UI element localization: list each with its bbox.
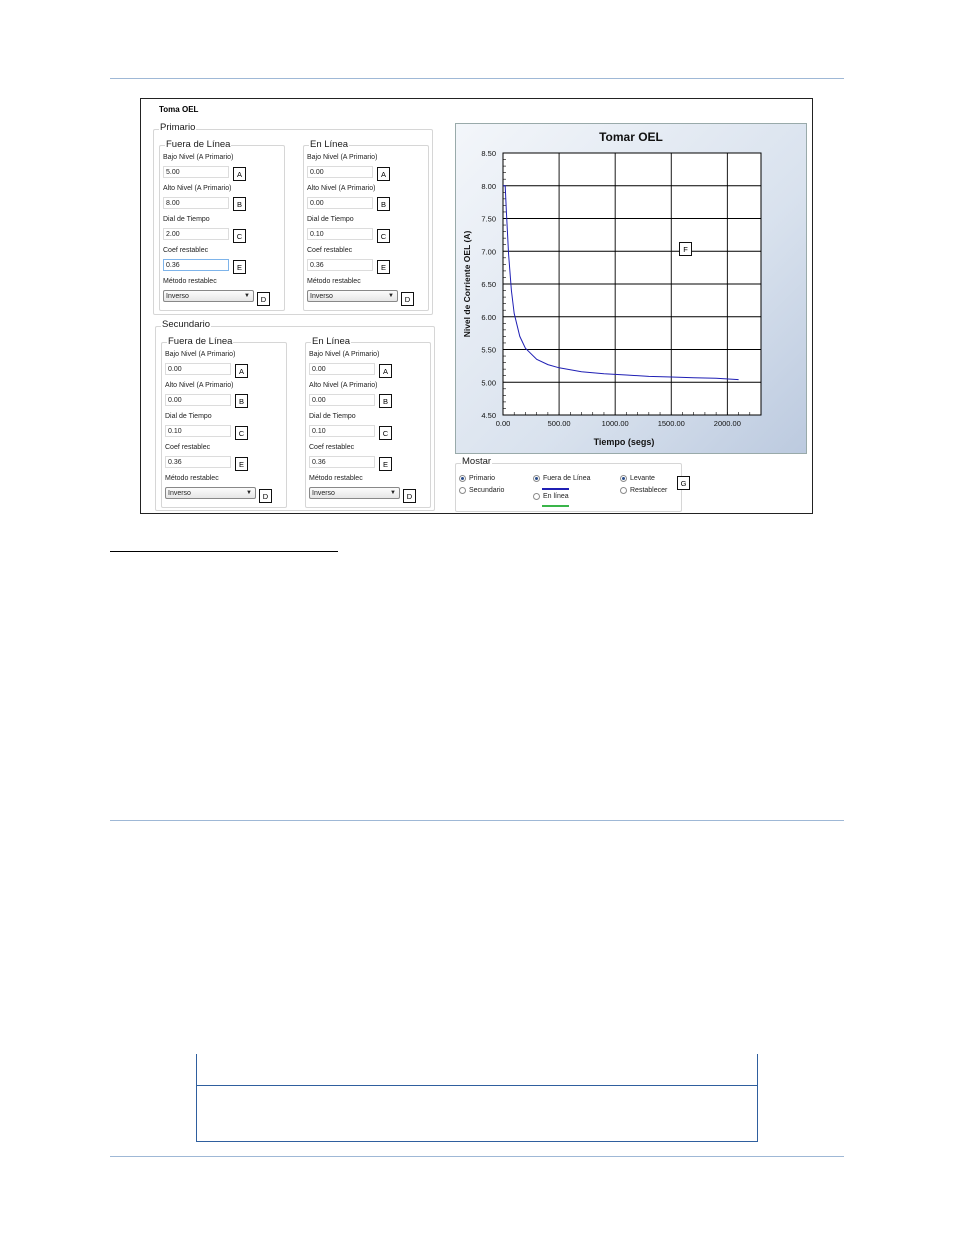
metodo-value: Inverso (166, 293, 189, 300)
tag-c: C (233, 229, 246, 243)
coef-field[interactable]: 0.36 (309, 456, 375, 468)
panel-title: En Línea (310, 139, 349, 150)
radio-checked-icon (459, 475, 466, 482)
metodo-dropdown[interactable] (165, 487, 256, 499)
tag-a: A (379, 364, 392, 378)
metodo-value: Inverso (310, 293, 333, 300)
tag-a: A (377, 167, 390, 181)
tag-b: B (235, 394, 248, 408)
alto-nivel-label: Alto Nivel (A Primario) (165, 382, 234, 389)
y-tick-label: 8.00 (481, 181, 496, 191)
metodo-label: Método restablec (165, 475, 219, 482)
y-tick-label: 4.50 (481, 411, 496, 420)
x-tick-label: 2000.00 (713, 419, 741, 428)
tag-a: A (235, 364, 248, 378)
secundario-radio[interactable] (459, 487, 504, 494)
tag-e: E (233, 260, 246, 274)
dial-label: Dial de Tiempo (163, 216, 210, 223)
dial-field[interactable]: 0.10 (307, 228, 373, 240)
primario-online-panel (303, 139, 429, 311)
y-tick-label: 8.50 (481, 149, 496, 158)
tag-d: D (401, 292, 414, 306)
panel-title: Fuera de Línea (166, 139, 231, 150)
tag-e: E (235, 457, 248, 471)
toma-oel-screen (140, 98, 813, 514)
metodo-dropdown[interactable] (163, 290, 254, 302)
chevron-down-icon: ▼ (388, 293, 394, 299)
tag-b: B (379, 394, 392, 408)
x-tick-label: 1500.00 (657, 419, 685, 428)
metodo-label: Método restablec (163, 278, 217, 285)
metodo-dropdown[interactable] (309, 487, 400, 499)
x-axis-label: Tiempo (segs) (593, 437, 655, 447)
secundario-offline-panel (161, 336, 287, 508)
bajo-nivel-label: Bajo Nivel (A Primario) (165, 351, 236, 358)
alto-nivel-field[interactable]: 0.00 (309, 394, 375, 406)
bajo-nivel-field[interactable]: 0.00 (165, 363, 231, 375)
fuera-radio[interactable] (533, 475, 590, 482)
y-tick-label: 5.00 (481, 378, 496, 388)
levante-radio-label: Levante (630, 475, 655, 482)
primario-offline-panel (159, 139, 285, 311)
tag-b: B (233, 197, 246, 211)
coef-field[interactable]: 0.36 (163, 259, 229, 271)
metodo-value: Inverso (312, 490, 335, 497)
primario-label: Primario (160, 122, 196, 133)
tag-d: D (257, 292, 270, 306)
note-box-right-border (757, 1054, 758, 1142)
alto-nivel-label: Alto Nivel (A Primario) (163, 185, 232, 192)
tag-a: A (233, 167, 246, 181)
metodo-dropdown[interactable] (307, 290, 398, 302)
x-tick-label: 1000.00 (601, 419, 629, 428)
chevron-down-icon: ▼ (244, 293, 250, 299)
alto-nivel-field[interactable]: 8.00 (163, 197, 229, 209)
y-tick-label: 7.50 (481, 214, 496, 224)
coef-field[interactable]: 0.36 (307, 259, 373, 271)
coef-label: Coef restablec (163, 247, 209, 254)
bajo-nivel-label: Bajo Nivel (A Primario) (307, 154, 378, 161)
header-rule (110, 78, 844, 79)
dial-field[interactable]: 0.10 (165, 425, 231, 437)
restablecer-radio-label: Restablecer (630, 487, 668, 494)
en-linea-radio-label: En línea (543, 493, 569, 500)
coef-label: Coef restablec (309, 444, 355, 451)
footer-rule (110, 1156, 844, 1157)
chart-svg (456, 124, 806, 453)
coef-label: Coef restablec (165, 444, 211, 451)
bajo-nivel-label: Bajo Nivel (A Primario) (163, 154, 234, 161)
alto-nivel-field[interactable]: 0.00 (165, 394, 231, 406)
tag-d: D (403, 489, 416, 503)
primario-group (153, 122, 433, 315)
primario-radio[interactable] (459, 475, 495, 482)
radio-checked-icon (620, 475, 627, 482)
tag-e: E (377, 260, 390, 274)
primario-radio-label: Primario (469, 475, 496, 482)
note-box-divider (196, 1085, 758, 1086)
coef-label: Coef restablec (307, 247, 353, 254)
tag-b: B (377, 197, 390, 211)
tag-c: C (235, 426, 248, 440)
tag-c: C (377, 229, 390, 243)
metodo-label: Método restablec (309, 475, 363, 482)
en-linea-legend-line (542, 505, 569, 507)
y-tick-label: 7.00 (481, 247, 496, 257)
chevron-down-icon: ▼ (246, 490, 252, 496)
alto-nivel-label: Alto Nivel (A Primario) (307, 185, 376, 192)
tag-c: C (379, 426, 392, 440)
secundario-radio-label: Secundario (469, 487, 505, 494)
oel-chart (455, 123, 807, 454)
x-tick-label: 0.00 (495, 419, 511, 428)
radio-unchecked-icon (459, 487, 466, 494)
dial-field[interactable]: 2.00 (163, 228, 229, 240)
bajo-nivel-field[interactable]: 5.00 (163, 166, 229, 178)
y-tick-label: 6.50 (481, 280, 496, 289)
mostar-group (455, 456, 687, 512)
tag-e: E (379, 457, 392, 471)
panel-title: Fuera de Línea (168, 336, 233, 347)
dial-field[interactable]: 0.10 (309, 425, 375, 437)
bajo-nivel-label: Bajo Nivel (A Primario) (309, 351, 380, 358)
section-rule (110, 820, 844, 821)
radio-checked-icon (533, 475, 540, 482)
tag-d: D (259, 489, 272, 503)
note-box (196, 1054, 758, 1142)
footnote-rule (110, 551, 338, 552)
screen-title: Toma OEL (159, 105, 199, 114)
dial-label: Dial de Tiempo (165, 413, 212, 420)
secundario-online-panel (305, 336, 431, 508)
radio-unchecked-icon (533, 493, 540, 500)
secundario-group (155, 319, 435, 511)
bajo-nivel-field[interactable]: 0.00 (307, 166, 373, 178)
tag-g: G (677, 476, 690, 490)
y-tick-label: 6.00 (481, 312, 496, 322)
panel-title: En Línea (312, 336, 351, 347)
mostar-label: Mostar (462, 456, 492, 467)
tag-f: F (679, 242, 692, 256)
coef-field[interactable]: 0.36 (165, 456, 231, 468)
alto-nivel-label: Alto Nivel (A Primario) (309, 382, 378, 389)
chart-title: Tomar OEL (599, 130, 663, 144)
metodo-label: Método restablec (307, 278, 361, 285)
note-box-left-border (196, 1054, 197, 1142)
fuera-legend-line (542, 488, 569, 490)
radio-unchecked-icon (620, 487, 627, 494)
alto-nivel-field[interactable]: 0.00 (307, 197, 373, 209)
x-tick-label: 500.00 (547, 419, 571, 428)
fuera-radio-label: Fuera de Línea (543, 475, 591, 482)
metodo-value: Inverso (168, 490, 191, 497)
y-tick-label: 5.50 (481, 345, 496, 355)
dial-label: Dial de Tiempo (309, 413, 356, 420)
chevron-down-icon: ▼ (390, 490, 396, 496)
bajo-nivel-field[interactable]: 0.00 (309, 363, 375, 375)
en-linea-radio[interactable] (533, 493, 569, 500)
y-axis-label: Nivel de Corriente OEL (A) (462, 230, 472, 338)
restablecer-radio[interactable] (620, 487, 667, 494)
note-box-bottom-border (196, 1141, 758, 1142)
levante-radio[interactable] (620, 475, 655, 482)
secundario-label: Secundario (162, 319, 211, 330)
dial-label: Dial de Tiempo (307, 216, 354, 223)
